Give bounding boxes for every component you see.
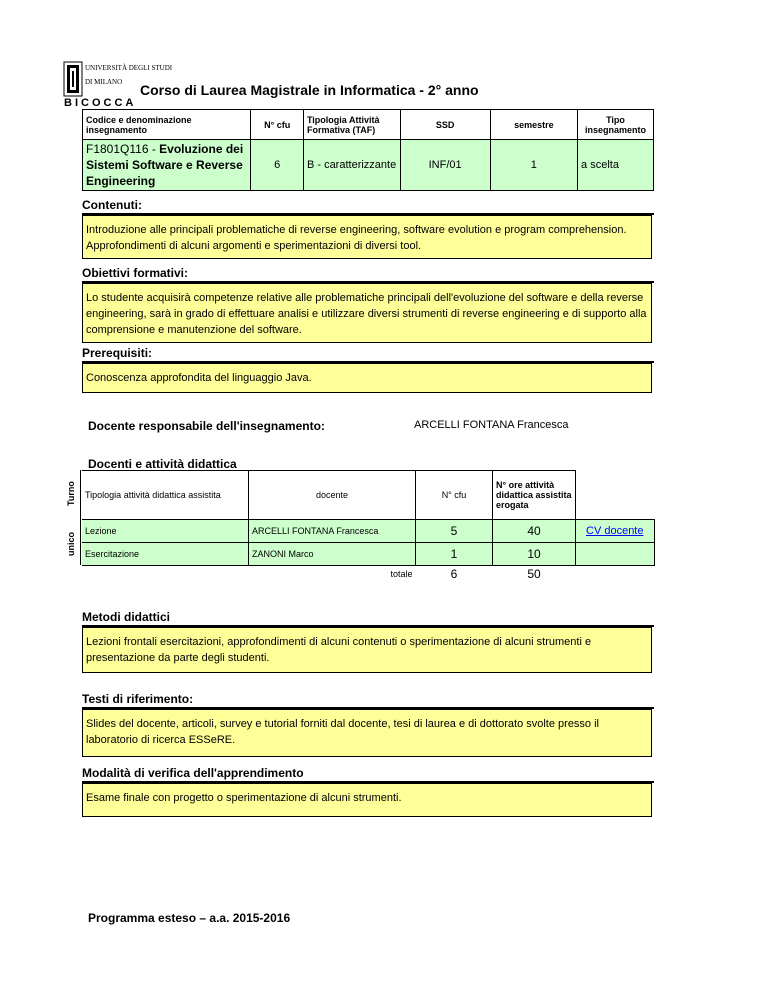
totale-cfu: 6 — [450, 567, 458, 581]
header-ncfu: N° cfu — [416, 471, 493, 520]
prerequisiti-box: Conoscenza approfondita del linguaggio Java. — [82, 363, 652, 393]
header-semestre: semestre — [490, 110, 577, 140]
turno-divider — [80, 470, 81, 565]
university-logo — [64, 62, 173, 109]
course-code-name — [83, 140, 251, 191]
docenti-row — [82, 543, 654, 566]
testi-box: Slides del docente, articoli, survey e tutorial forniti dal docente, tesi di laurea e di dottorato svolte presso il laboratorio di ricerca ESSeRE. — [82, 709, 652, 757]
row-docente: ARCELLI FONTANA Francesca — [249, 520, 416, 543]
page-title: Corso di Laurea Magistrale in Informatica - 2° anno — [140, 82, 479, 98]
logo-text-3: BICOCCA — [64, 97, 137, 109]
metodi-box: Lezioni frontali esercitazioni, approfondimenti di alcuni contenuti o sperimentazione di alcuni strumenti e presentazione da parte degli studenti. — [82, 627, 652, 673]
docenti-row — [82, 520, 654, 543]
row-cfu: 5 — [416, 520, 493, 543]
header-cfu: N° cfu — [251, 110, 304, 140]
cv-docente-link[interactable]: CV docente — [586, 525, 644, 537]
course-info-table — [82, 109, 654, 191]
course-name: Evoluzione dei Sistemi Software e Reverse Engineering — [86, 142, 244, 188]
contenuti-box: Introduzione alle principali problematiche di reverse engineering, software evolution e program comprehension. Approfondimenti di alcuni argomenti e sperimentazioni di diversi tool. — [82, 215, 652, 259]
footer: Programma esteso – a.a. 2015-2016 — [88, 911, 291, 925]
testi-title: Testi di riferimento: — [82, 692, 194, 706]
course-tipo: a scelta — [578, 140, 654, 191]
row-ore: 40 — [493, 520, 576, 543]
header-docente: docente — [249, 471, 416, 520]
course-taf: B - caratterizzante — [303, 140, 400, 191]
contenuti-title: Contenuti: — [82, 198, 142, 212]
cv-docente-cell — [576, 520, 655, 543]
logo-text-2: DI MILANO — [85, 78, 123, 86]
logo-text-1: UNIVERSITÀ DEGLI STUDI — [85, 64, 173, 72]
header-taf: Tipologia Attività Formativa (TAF) — [303, 110, 400, 140]
responsabile-label: Docente responsabile dell'insegnamento: — [88, 419, 325, 433]
row-cfu: 1 — [416, 543, 493, 566]
totale-ore: 50 — [527, 567, 541, 581]
header-ore: N° ore attività didattica assistita erogata — [493, 471, 576, 520]
docenti-title: Docenti e attività didattica — [88, 457, 237, 471]
obiettivi-box: Lo studente acquisirà competenze relative alle problematiche principali dell'evoluzione del software e della reverse engineering, sarà in grado di effettuare analisi e utilizzare diversi strumenti di reverse engineering e di supporto alla comprensione e manutenzione del software. — [82, 283, 652, 343]
totale-spacer-end — [576, 566, 655, 583]
header-empty — [576, 471, 655, 520]
totale-label: totale — [390, 569, 413, 579]
verifica-title: Modalità di verifica dell'apprendimento — [82, 766, 304, 780]
totale-row — [82, 566, 654, 583]
header-tipo: Tipo insegnamento — [578, 110, 654, 140]
row-docente: ZANONI Marco — [249, 543, 416, 566]
course-semestre: 1 — [490, 140, 577, 191]
row-tipo: Lezione — [82, 520, 249, 543]
turno-value: unico — [66, 532, 76, 556]
obiettivi-title: Obiettivi formativi: — [82, 266, 189, 280]
course-code: F1801Q116 - — [86, 142, 160, 156]
course-cfu: 6 — [251, 140, 304, 191]
row-ore: 10 — [493, 543, 576, 566]
turno-label: Turno — [66, 481, 76, 507]
row-tipo: Esercitazione — [82, 543, 249, 566]
course-table-header — [83, 110, 654, 140]
header-tipologia: Tipologia attività didattica assistita — [82, 471, 249, 520]
docenti-table-header — [82, 471, 654, 520]
row-empty — [576, 543, 655, 566]
course-ssd: INF/01 — [400, 140, 490, 191]
header-codice: Codice e denominazione insegnamento — [83, 110, 251, 140]
totale-spacer — [82, 566, 249, 583]
prerequisiti-title: Prerequisiti: — [82, 346, 153, 360]
course-table-row — [83, 140, 654, 191]
header-ssd: SSD — [400, 110, 490, 140]
verifica-box: Esame finale con progetto o sperimentazione di alcuni strumenti. — [82, 783, 652, 817]
metodi-title: Metodi didattici — [82, 610, 170, 624]
docenti-table — [82, 470, 655, 582]
responsabile-name: ARCELLI FONTANA Francesca — [414, 419, 569, 431]
